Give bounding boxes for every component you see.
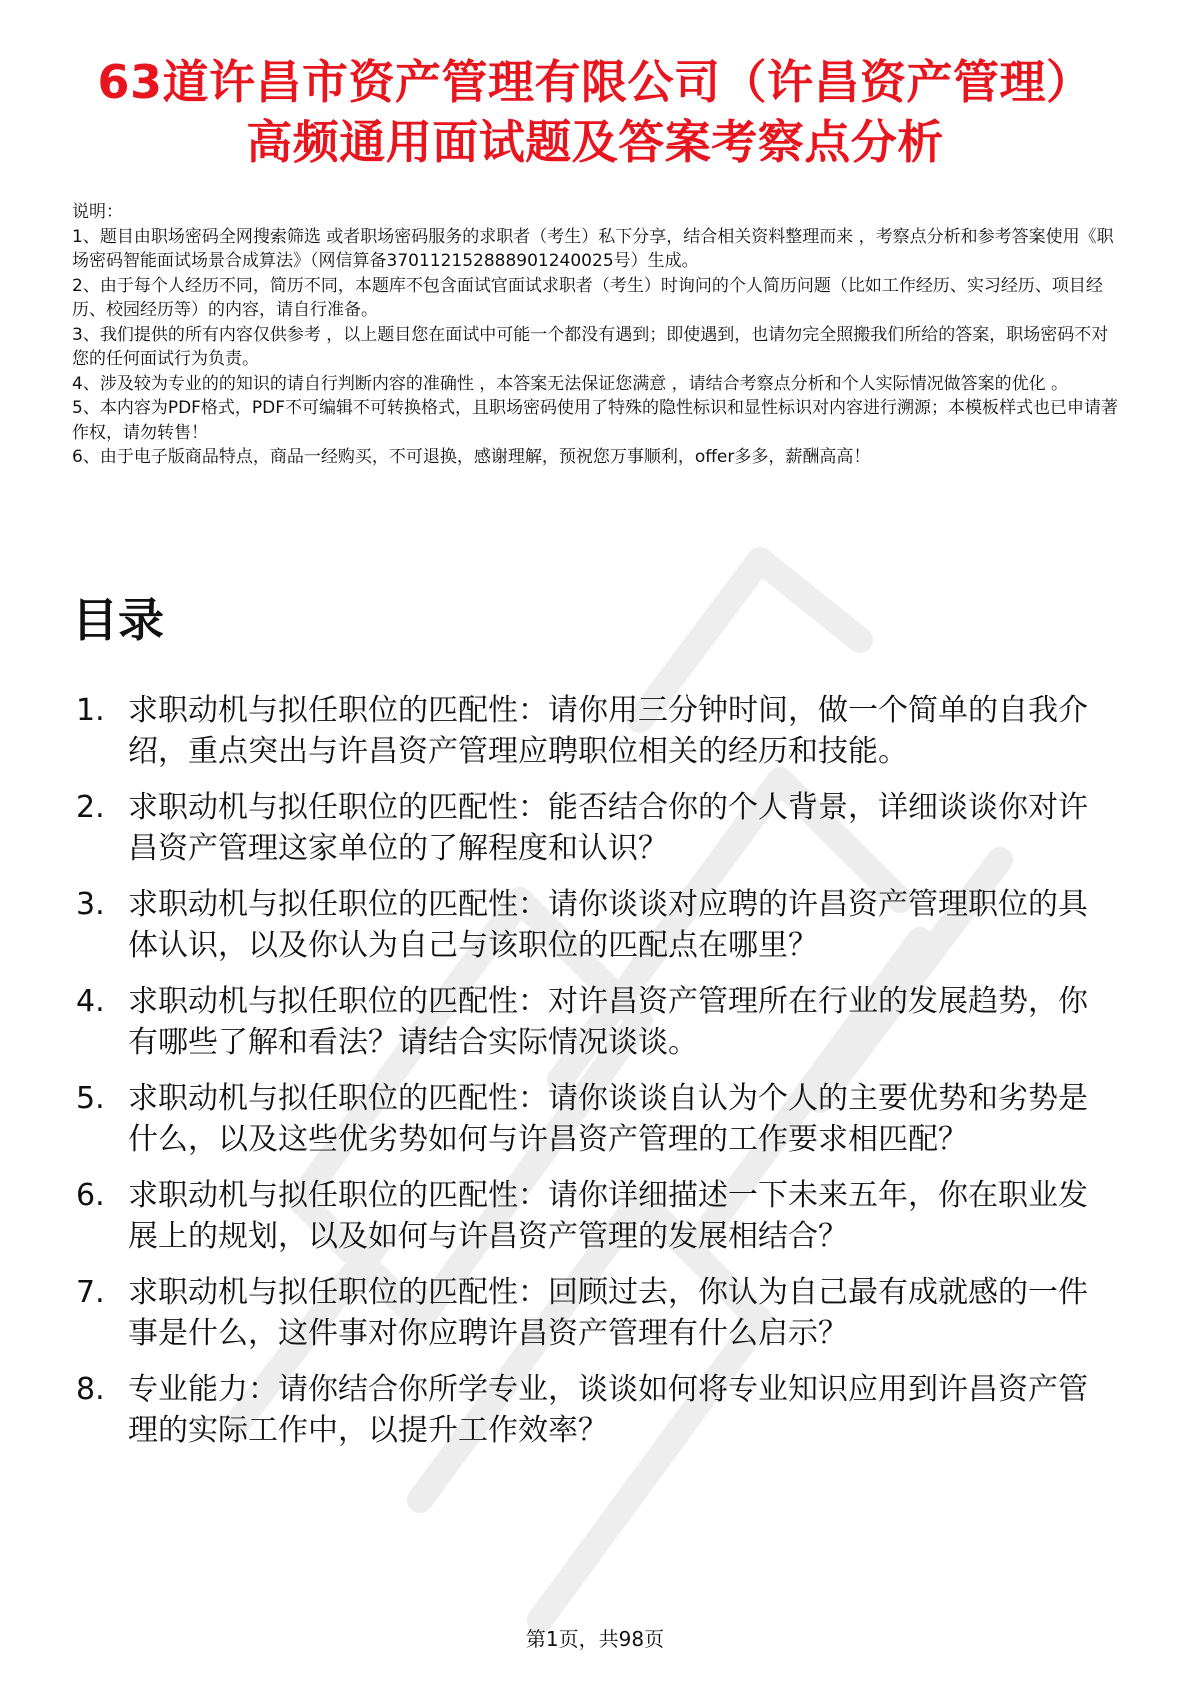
toc-item[interactable]: [72, 884, 1112, 966]
document-title: 63道许昌市资产管理有限公司（许昌资产管理）高频通用面试题及答案考察点分析: [97, 55, 1093, 169]
note-item: 1、题目由职场密码全网搜索筛选 或者职场密码服务的求职者（考生）私下分享，结合相关资料整理而来 ，考察点分析和参考答案使用《职场密码智能面试场景合成算法》（网信算备370112152888901240025号）生成。: [72, 226, 1114, 271]
toc-item-text: 求职动机与拟任职位的匹配性：请你详细描述一下未来五年，你在职业发展上的规划，以及如何与许昌资产管理的发展相结合？: [128, 1178, 1088, 1254]
toc-item[interactable]: [72, 1078, 1112, 1160]
toc-item-text: 求职动机与拟任职位的匹配性：回顾过去，你认为自己最有成就感的一件事是什么，这件事对你应聘许昌资产管理有什么启示？: [128, 1275, 1088, 1351]
toc-item[interactable]: [72, 1272, 1112, 1354]
note-item: 2、由于每个人经历不同，简历不同，本题库不包含面试官面试求职者（考生）时询问的个人简历问题（比如工作经历、实习经历、项目经历、校园经历等）的内容，请自行准备。: [72, 275, 1103, 320]
note-item: 5、本内容为PDF格式，PDF不可编辑不可转换格式，且职场密码使用了特殊的隐性标识和显性标识对内容进行溯源；本模板样式也已申请著作权，请勿转售！: [72, 398, 1119, 443]
toc-item-number: 4.: [76, 984, 105, 1019]
toc-item-text: 求职动机与拟任职位的匹配性：能否结合你的个人背景，详细谈谈你对许昌资产管理这家单位的了解程度和认识？: [128, 790, 1088, 866]
toc-item[interactable]: [72, 787, 1112, 869]
toc-item-number: 7.: [76, 1275, 105, 1310]
note-item: 4、涉及较为专业的的知识的请自行判断内容的准确性 ，本答案无法保证您满意 ，请结合考察点分析和个人实际情况做答案的优化 。: [72, 373, 1069, 394]
toc-item-number: 1.: [76, 693, 105, 728]
toc-item-text: 求职动机与拟任职位的匹配性：对许昌资产管理所在行业的发展趋势，你有哪些了解和看法？请结合实际情况谈谈。: [128, 984, 1088, 1060]
toc-item-text: 求职动机与拟任职位的匹配性：请你谈谈自认为个人的主要优势和劣势是什么，以及这些优劣势如何与许昌资产管理的工作要求相匹配？: [128, 1081, 1088, 1157]
toc-item[interactable]: [72, 690, 1112, 772]
toc-item-number: 2.: [76, 790, 105, 825]
toc-item-text: 专业能力：请你结合你所学专业，谈谈如何将专业知识应用到许昌资产管理的实际工作中，以提升工作效率？: [128, 1372, 1088, 1448]
toc-item-number: 3.: [76, 887, 105, 922]
toc-item-text: 求职动机与拟任职位的匹配性：请你谈谈对应聘的许昌资产管理职位的具体认识，以及你认为自己与该职位的匹配点在哪里？: [128, 887, 1088, 963]
table-of-contents: [72, 690, 1112, 1451]
notes-heading: 说明：: [72, 202, 123, 222]
toc-item-number: 8.: [76, 1372, 105, 1407]
toc-item[interactable]: [72, 1369, 1112, 1451]
disclaimer-notes: [72, 200, 1120, 470]
page-footer: 第1页，共98页: [525, 1627, 665, 1651]
toc-item-text: 求职动机与拟任职位的匹配性：请你用三分钟时间，做一个简单的自我介绍，重点突出与许昌资产管理应聘职位相关的经历和技能。: [128, 693, 1088, 769]
toc-item-number: 6.: [76, 1178, 105, 1213]
toc-item-number: 5.: [76, 1081, 105, 1116]
toc-heading: 目录: [72, 593, 164, 647]
note-item: 6、由于电子版商品特点，商品一经购买，不可退换，感谢理解，预祝您万事顺利，offer多多，薪酬高高！: [72, 447, 871, 467]
toc-item[interactable]: [72, 1175, 1112, 1257]
note-item: 3、我们提供的所有内容仅供参考 ，以上题目您在面试中可能一个都没有遇到；即使遇到，也请勿完全照搬我们所给的答案，职场密码不对您的任何面试行为负责。: [72, 324, 1109, 369]
toc-item[interactable]: [72, 981, 1112, 1063]
